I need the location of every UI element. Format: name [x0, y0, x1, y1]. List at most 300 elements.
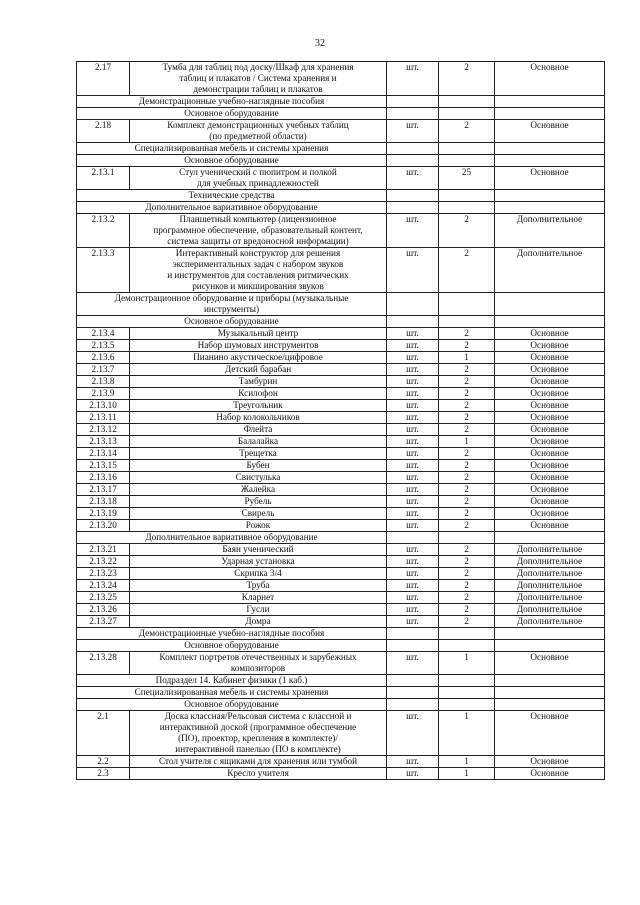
item-quantity: 2 — [439, 556, 495, 568]
item-number: 2.2 — [77, 756, 130, 768]
table-row — [77, 388, 605, 400]
item-unit: шт. — [387, 652, 439, 675]
item-name — [130, 424, 387, 436]
item-quantity: 2 — [439, 520, 495, 532]
item-quantity: 2 — [439, 424, 495, 436]
item-name — [130, 484, 387, 496]
empty-cell — [387, 640, 439, 652]
empty-cell — [387, 202, 439, 214]
empty-cell — [387, 675, 439, 687]
item-number: 2.13.24 — [77, 580, 130, 592]
item-category: Дополнительное — [495, 214, 605, 248]
item-number: 2.13.4 — [77, 328, 130, 340]
item-name — [130, 756, 387, 768]
item-name-line: Бубен — [246, 460, 270, 470]
item-name — [130, 496, 387, 508]
section-title: Основное оборудование — [77, 640, 387, 652]
item-name-line: Пианино акустическое/цифровое — [193, 352, 323, 362]
item-name-line: рисунков и микширования звуков — [192, 281, 324, 291]
empty-cell — [439, 202, 495, 214]
section-title: Основное оборудование — [77, 316, 387, 328]
item-number: 2.18 — [77, 120, 130, 143]
section-row — [77, 143, 605, 155]
empty-cell — [439, 316, 495, 328]
table-row — [77, 376, 605, 388]
item-name-line: Стол учителя с ящиками для хранения или тумбой — [158, 756, 358, 766]
item-category: Дополнительное — [495, 568, 605, 580]
item-number: 2.13.2 — [77, 214, 130, 248]
item-name — [130, 508, 387, 520]
item-unit: шт. — [387, 756, 439, 768]
item-name-line: Скрипка 3/4 — [234, 568, 282, 578]
item-name-line: Комплект демонстрационных учебных таблиц — [167, 120, 349, 130]
section-row — [77, 96, 605, 108]
table-row — [77, 460, 605, 472]
item-name — [130, 604, 387, 616]
empty-cell — [387, 155, 439, 167]
item-number: 2.13.10 — [77, 400, 130, 412]
empty-cell — [387, 687, 439, 699]
empty-cell — [439, 190, 495, 202]
table-row — [77, 592, 605, 604]
item-unit: шт. — [387, 508, 439, 520]
item-quantity: 2 — [439, 376, 495, 388]
empty-cell — [495, 108, 605, 120]
item-quantity: 2 — [439, 62, 495, 96]
item-name — [130, 400, 387, 412]
item-quantity: 1 — [439, 652, 495, 675]
item-number: 2.13.9 — [77, 388, 130, 400]
item-category: Дополнительное — [495, 604, 605, 616]
item-name — [130, 616, 387, 628]
section-row — [77, 640, 605, 652]
item-category: Основное — [495, 376, 605, 388]
item-quantity: 2 — [439, 580, 495, 592]
empty-cell — [495, 532, 605, 544]
item-name-line: Жалейка — [240, 484, 276, 494]
item-quantity: 2 — [439, 496, 495, 508]
item-unit: шт. — [387, 616, 439, 628]
table-row — [77, 768, 605, 780]
item-name-line: для учебных принадлежностей — [197, 178, 319, 188]
empty-cell — [439, 628, 495, 640]
section-title — [77, 293, 387, 316]
item-category: Основное — [495, 167, 605, 190]
section-row — [77, 532, 605, 544]
item-category: Основное — [495, 520, 605, 532]
empty-cell — [495, 699, 605, 711]
section-row — [77, 293, 605, 316]
item-name-line: Тумба для таблиц под доску/Шкаф для хранения — [162, 62, 354, 72]
item-name — [130, 448, 387, 460]
item-number: 2.13.28 — [77, 652, 130, 675]
item-name-line: Свирель — [241, 508, 275, 518]
item-number: 2.3 — [77, 768, 130, 780]
item-name-line: Интерактивный конструктор для решения — [175, 248, 341, 258]
item-quantity: 2 — [439, 604, 495, 616]
item-name-line: Музыкальный центр — [217, 328, 299, 338]
item-category: Основное — [495, 460, 605, 472]
item-quantity: 2 — [439, 248, 495, 293]
empty-cell — [439, 640, 495, 652]
section-title: Специализированная мебель и системы хранения — [77, 687, 387, 699]
table-row — [77, 652, 605, 675]
item-name-line: (по предметной области) — [209, 131, 307, 141]
item-number: 2.13.7 — [77, 364, 130, 376]
section-title-line: инструменты) — [203, 304, 260, 314]
item-quantity: 2 — [439, 412, 495, 424]
table-row — [77, 364, 605, 376]
item-quantity: 2 — [439, 214, 495, 248]
item-number: 2.1 — [77, 711, 130, 756]
item-number: 2.13.21 — [77, 544, 130, 556]
item-unit: шт. — [387, 436, 439, 448]
table-row — [77, 167, 605, 190]
table-row — [77, 484, 605, 496]
page-number: 32 — [315, 38, 325, 49]
item-name-line: Планшетный компьютер (лицензионное — [179, 214, 337, 224]
item-number: 2.13.8 — [77, 376, 130, 388]
item-name — [130, 214, 387, 248]
table-row — [77, 568, 605, 580]
table-row — [77, 496, 605, 508]
empty-cell — [387, 96, 439, 108]
item-name-line: Рожок — [245, 520, 271, 530]
section-row — [77, 202, 605, 214]
item-name-line: демонстрации таблиц и плакатов — [193, 84, 323, 94]
item-name-line: система защиты от вредоносной информации) — [167, 236, 349, 246]
item-category: Основное — [495, 388, 605, 400]
item-unit: шт. — [387, 388, 439, 400]
item-category: Основное — [495, 472, 605, 484]
item-quantity: 1 — [439, 352, 495, 364]
item-name — [130, 768, 387, 780]
item-unit: шт. — [387, 520, 439, 532]
item-unit: шт. — [387, 592, 439, 604]
item-name — [130, 460, 387, 472]
item-unit: шт. — [387, 167, 439, 190]
item-name-line: Треугольник — [233, 400, 283, 410]
item-category: Дополнительное — [495, 580, 605, 592]
item-category: Основное — [495, 328, 605, 340]
item-number: 2.13.13 — [77, 436, 130, 448]
empty-cell — [387, 108, 439, 120]
item-category: Основное — [495, 62, 605, 96]
item-number: 2.13.3 — [77, 248, 130, 293]
item-name — [130, 592, 387, 604]
empty-cell — [495, 143, 605, 155]
item-category: Основное — [495, 756, 605, 768]
item-name-line: Домра — [245, 616, 271, 626]
item-name — [130, 556, 387, 568]
item-name — [130, 248, 387, 293]
item-unit: шт. — [387, 544, 439, 556]
item-number: 2.13.20 — [77, 520, 130, 532]
item-unit: шт. — [387, 62, 439, 96]
item-unit: шт. — [387, 568, 439, 580]
item-unit: шт. — [387, 120, 439, 143]
item-unit: шт. — [387, 484, 439, 496]
item-name-line: Труба — [246, 580, 270, 590]
empty-cell — [495, 640, 605, 652]
empty-cell — [495, 316, 605, 328]
item-quantity: 2 — [439, 616, 495, 628]
item-unit: шт. — [387, 412, 439, 424]
section-title: Основное оборудование — [77, 108, 387, 120]
item-category: Дополнительное — [495, 556, 605, 568]
item-name-line: Флейта — [243, 424, 273, 434]
item-name — [130, 328, 387, 340]
table-row — [77, 120, 605, 143]
table-row — [77, 472, 605, 484]
item-unit: шт. — [387, 496, 439, 508]
section-row — [77, 687, 605, 699]
empty-cell — [495, 293, 605, 316]
item-name-line: Тамбурин — [238, 376, 278, 386]
item-unit: шт. — [387, 556, 439, 568]
item-number: 2.13.25 — [77, 592, 130, 604]
section-title: Основное оборудование — [77, 155, 387, 167]
item-quantity: 25 — [439, 167, 495, 190]
table-row — [77, 448, 605, 460]
item-name-line: таблиц и плакатов / Система хранения и — [179, 73, 337, 83]
section-title: Подраздел 14. Кабинет физики (1 каб.) — [77, 675, 387, 687]
item-quantity: 2 — [439, 544, 495, 556]
item-name-line: Доска классная/Рельсовая система с классной и — [164, 711, 352, 721]
empty-cell — [439, 155, 495, 167]
item-name-line: Комплект портретов отечественных и зарубежных — [159, 652, 357, 662]
item-unit: шт. — [387, 460, 439, 472]
item-number: 2.13.16 — [77, 472, 130, 484]
item-quantity: 2 — [439, 120, 495, 143]
empty-cell — [495, 675, 605, 687]
table-row — [77, 328, 605, 340]
item-name — [130, 388, 387, 400]
item-name — [130, 62, 387, 96]
item-unit: шт. — [387, 376, 439, 388]
section-row — [77, 108, 605, 120]
item-quantity: 2 — [439, 460, 495, 472]
table-row — [77, 711, 605, 756]
item-name — [130, 364, 387, 376]
empty-cell — [387, 628, 439, 640]
item-quantity: 2 — [439, 472, 495, 484]
section-title: Специализированная мебель и системы хранения — [77, 143, 387, 155]
item-name-line: интерактивной доской (программное обеспечение — [159, 722, 357, 732]
item-name-line: Ксилофон — [238, 388, 278, 398]
item-category: Дополнительное — [495, 544, 605, 556]
item-name — [130, 120, 387, 143]
item-number: 2.13.18 — [77, 496, 130, 508]
item-category: Дополнительное — [495, 592, 605, 604]
item-category: Основное — [495, 652, 605, 675]
item-quantity: 2 — [439, 592, 495, 604]
table-row — [77, 604, 605, 616]
item-category: Основное — [495, 768, 605, 780]
table-row — [77, 412, 605, 424]
item-name-line: программное обеспечение, образовательный контент, — [153, 225, 363, 235]
table-row — [77, 508, 605, 520]
empty-cell — [439, 96, 495, 108]
item-number: 2.13.27 — [77, 616, 130, 628]
item-quantity: 2 — [439, 448, 495, 460]
item-name-line: Ударная установка — [221, 556, 295, 566]
item-number: 2.13.11 — [77, 412, 130, 424]
item-name-line: композиторов — [230, 663, 286, 673]
item-quantity: 1 — [439, 711, 495, 756]
empty-cell — [439, 532, 495, 544]
item-category: Основное — [495, 436, 605, 448]
section-row — [77, 628, 605, 640]
table-row — [77, 214, 605, 248]
empty-cell — [387, 532, 439, 544]
table-row — [77, 520, 605, 532]
item-name-line: Баян ученический — [222, 544, 294, 554]
item-name — [130, 544, 387, 556]
item-unit: шт. — [387, 352, 439, 364]
section-title: Демонстрационные учебно-наглядные пособия — [77, 96, 387, 108]
table-row — [77, 400, 605, 412]
section-title: Технические средства — [77, 190, 387, 202]
item-unit: шт. — [387, 768, 439, 780]
item-name-line: Набор шумовых инструментов — [197, 340, 319, 350]
item-unit: шт. — [387, 604, 439, 616]
item-unit: шт. — [387, 448, 439, 460]
item-name — [130, 472, 387, 484]
item-number: 2.13.1 — [77, 167, 130, 190]
empty-cell — [439, 687, 495, 699]
item-quantity: 2 — [439, 388, 495, 400]
section-row — [77, 316, 605, 328]
empty-cell — [387, 293, 439, 316]
item-category: Основное — [495, 508, 605, 520]
item-name — [130, 352, 387, 364]
item-name — [130, 652, 387, 675]
section-row — [77, 190, 605, 202]
table-row — [77, 616, 605, 628]
empty-cell — [387, 316, 439, 328]
empty-cell — [387, 699, 439, 711]
item-number: 2.13.26 — [77, 604, 130, 616]
section-row — [77, 675, 605, 687]
item-quantity: 2 — [439, 400, 495, 412]
item-category: Основное — [495, 120, 605, 143]
item-number: 2.13.23 — [77, 568, 130, 580]
table-row — [77, 62, 605, 96]
item-unit: шт. — [387, 472, 439, 484]
item-name-line: Рубель — [244, 496, 272, 506]
item-category: Основное — [495, 412, 605, 424]
empty-cell — [439, 699, 495, 711]
empty-cell — [439, 143, 495, 155]
item-category: Основное — [495, 484, 605, 496]
empty-cell — [495, 155, 605, 167]
item-unit: шт. — [387, 580, 439, 592]
item-number: 2.17 — [77, 62, 130, 96]
item-name — [130, 580, 387, 592]
empty-cell — [495, 628, 605, 640]
item-unit: шт. — [387, 328, 439, 340]
item-quantity: 2 — [439, 568, 495, 580]
item-unit: шт. — [387, 400, 439, 412]
item-category: Дополнительное — [495, 248, 605, 293]
item-category: Основное — [495, 424, 605, 436]
section-row — [77, 699, 605, 711]
empty-cell — [387, 143, 439, 155]
item-name-line: Трещетка — [239, 448, 277, 458]
item-name-line: Балалайка — [237, 436, 279, 446]
section-row — [77, 155, 605, 167]
item-name-line: Набор колокольчиков — [216, 412, 300, 422]
item-name-line: Детский барабан — [224, 364, 292, 374]
item-name-line: Стул ученический с пюпитром и полкой — [179, 167, 337, 177]
item-name — [130, 167, 387, 190]
item-quantity: 2 — [439, 484, 495, 496]
item-name-line: (ПО), проектор, крепления в комплекте)/ — [178, 733, 338, 743]
item-category: Основное — [495, 711, 605, 756]
table-row — [77, 248, 605, 293]
empty-cell — [495, 96, 605, 108]
item-quantity: 2 — [439, 364, 495, 376]
item-category: Основное — [495, 352, 605, 364]
item-name-line: интерактивной панелью (ПО в комплекте) — [175, 744, 341, 754]
item-category: Основное — [495, 400, 605, 412]
item-category: Основное — [495, 496, 605, 508]
item-category: Основное — [495, 340, 605, 352]
item-name-line: Свистулька — [235, 472, 281, 482]
item-name-line: Кресло учителя — [227, 768, 289, 778]
table-row — [77, 352, 605, 364]
table-row — [77, 580, 605, 592]
item-name — [130, 568, 387, 580]
item-unit: шт. — [387, 711, 439, 756]
table-row — [77, 424, 605, 436]
table-row — [77, 436, 605, 448]
item-quantity: 2 — [439, 340, 495, 352]
table-row — [77, 756, 605, 768]
item-quantity: 2 — [439, 508, 495, 520]
empty-cell — [495, 202, 605, 214]
item-category: Основное — [495, 448, 605, 460]
item-name — [130, 412, 387, 424]
item-name-line: Кларнет — [241, 592, 275, 602]
item-unit: шт. — [387, 424, 439, 436]
table-row — [77, 544, 605, 556]
empty-cell — [439, 293, 495, 316]
item-number: 2.13.17 — [77, 484, 130, 496]
item-quantity: 1 — [439, 436, 495, 448]
table-row — [77, 556, 605, 568]
item-unit: шт. — [387, 340, 439, 352]
item-name — [130, 711, 387, 756]
item-quantity: 1 — [439, 756, 495, 768]
section-title-line: Демонстрационное оборудование и приборы (музыкальные — [114, 293, 349, 303]
item-number: 2.13.22 — [77, 556, 130, 568]
section-title: Дополнительное вариативное оборудование — [77, 532, 387, 544]
item-quantity: 2 — [439, 328, 495, 340]
item-number: 2.13.6 — [77, 352, 130, 364]
empty-cell — [387, 190, 439, 202]
item-unit: шт. — [387, 214, 439, 248]
item-number: 2.13.12 — [77, 424, 130, 436]
item-name — [130, 376, 387, 388]
item-name-line: экспериментальных задач с набором звуков — [172, 259, 344, 269]
equipment-table-body — [77, 62, 605, 780]
section-title: Дополнительное вариативное оборудование — [77, 202, 387, 214]
item-name — [130, 340, 387, 352]
table-row — [77, 340, 605, 352]
item-name-line: Гусли — [246, 604, 270, 614]
